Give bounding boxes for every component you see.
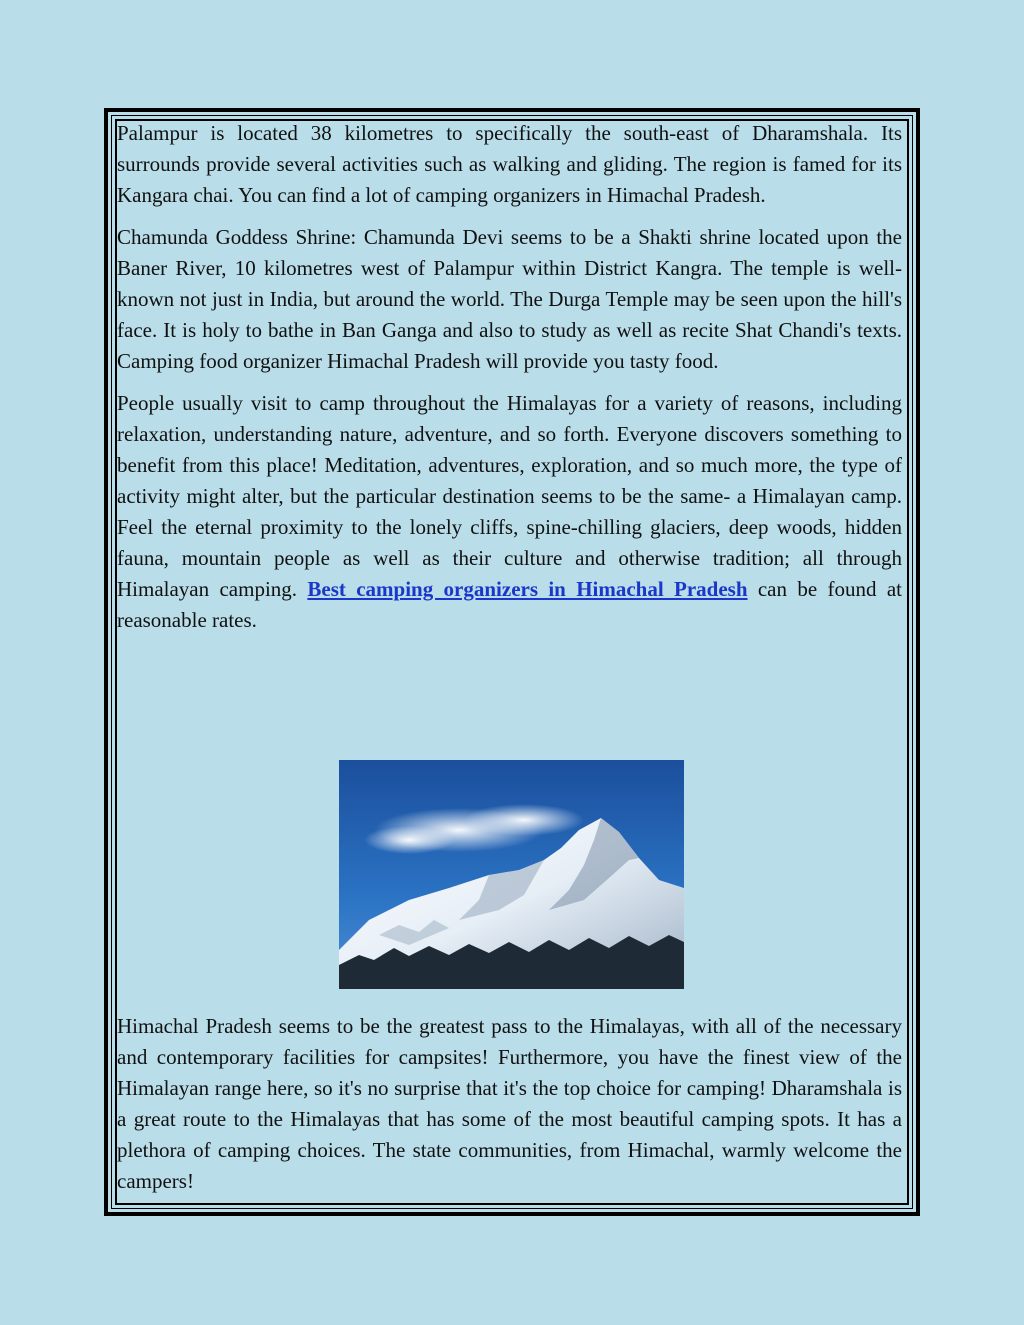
paragraph-himachal-pass: Himachal Pradesh seems to be the greatest pass to the Himalayas, with all of the necessary and contemporary facilities for campsites! Furthermore, you have the finest view of the Himalayan range here, so it's no surprise that it's the top choice for camping! Dharamshala is a great route to the Himalayas that has some of the most beautiful camping spots. It has a plethora of camping choices. The state communities, from Himachal, warmly welcome the campers! — [117, 1014, 902, 1193]
paragraph-camping-text: People usually visit to camp throughout the Himalayas for a variety of reasons, including relaxation, understanding nature, adventure, and so forth. Everyone discovers something to benefit from this place! Meditation, adventures, exploration, and so much more, the type of activity might alter, but the particular destination seems to be the same- a Himalayan camp. Feel the eternal proximity to the lonely cliffs, spine-chilling glaciers, deep woods, hidden fauna, mountain people as well as their culture and otherwise tradition; all through Himalayan camping. — [117, 391, 902, 601]
paragraph-chamunda-shrine: Chamunda Goddess Shrine: Chamunda Devi seems to be a Shakti shrine located upon the Baner River, 10 kilometres west of Palampur within District Kangra. The temple is well-known not just in India, but around the world. The Durga Temple may be seen upon the hill's face. It is holy to bathe in Ban Ganga and also to study as well as recite Shat Chandi's texts. Camping food organizer Himachal Pradesh will provide you tasty food. — [117, 225, 902, 373]
mountain-photo — [339, 760, 684, 989]
document-body — [117, 118, 902, 636]
camping-organizers-link[interactable]: Best camping organizers in Himachal Pradesh — [307, 577, 748, 601]
paragraph-himalayan-camping — [117, 388, 902, 636]
document-body-bottom — [117, 1011, 902, 1197]
paragraph-palampur: Palampur is located 38 kilometres to specifically the south-east of Dharamshala. Its surrounds provide several activities such as walking and gliding. The region is famed for its Kangara chai. You can find a lot of camping organizers in Himachal Pradesh. — [117, 121, 902, 207]
paragraph-camping-tail: can be found at reasonable rates. — [117, 577, 902, 632]
